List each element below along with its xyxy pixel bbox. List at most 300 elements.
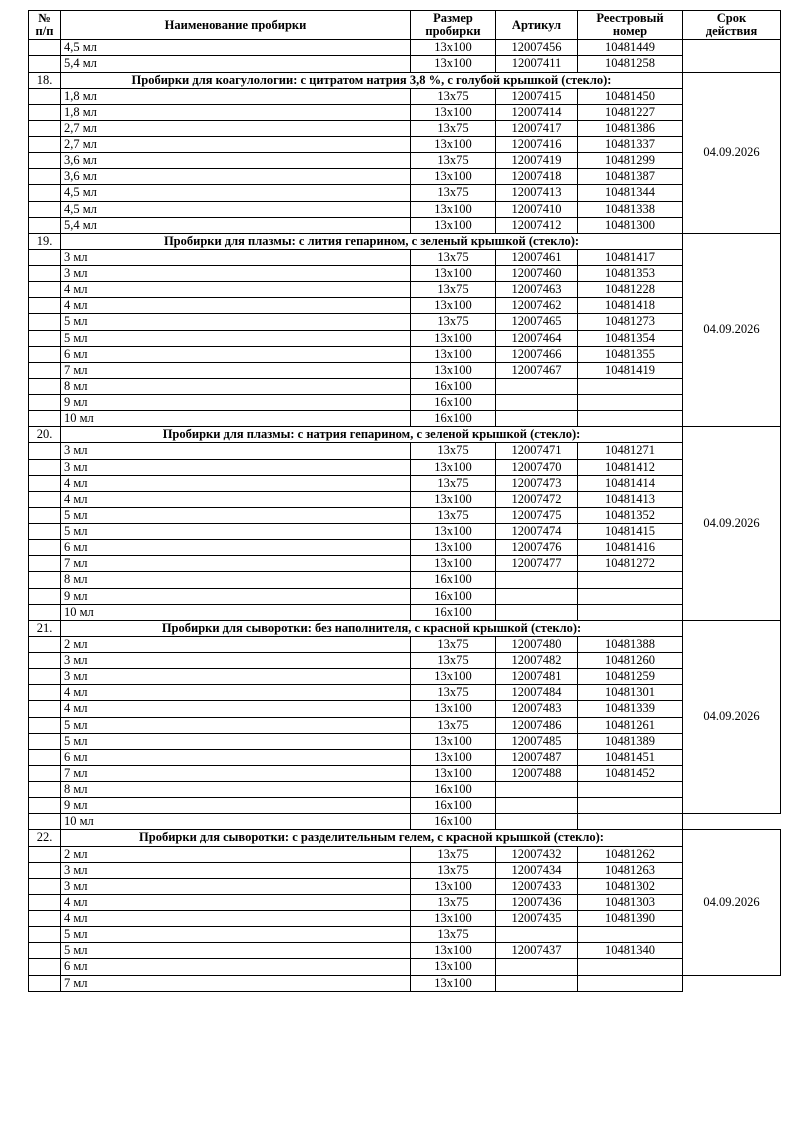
table-row <box>29 765 781 781</box>
row-reg-number: 10481263 <box>578 862 683 878</box>
group-title: Пробирки для сыворотки: без наполнителя, с красной крышкой (стекло): <box>61 620 683 636</box>
row-size: 16х100 <box>411 411 496 427</box>
table-row <box>29 153 781 169</box>
table-row <box>29 733 781 749</box>
row-reg-number: 10481387 <box>578 169 683 185</box>
row-name: 6 мл <box>61 346 411 362</box>
row-reg-number: 10481389 <box>578 733 683 749</box>
row-article: 12007474 <box>496 524 578 540</box>
table-row <box>29 911 781 927</box>
row-reg-number: 10481273 <box>578 314 683 330</box>
table-row <box>29 975 781 991</box>
row-number <box>29 943 61 959</box>
row-size: 13х100 <box>411 669 496 685</box>
row-number <box>29 653 61 669</box>
row-reg-number <box>578 588 683 604</box>
row-article: 12007467 <box>496 362 578 378</box>
row-number <box>29 814 61 830</box>
row-size: 13х100 <box>411 362 496 378</box>
row-size: 13х100 <box>411 765 496 781</box>
table-header <box>29 11 781 40</box>
row-number <box>29 201 61 217</box>
table-row <box>29 56 781 72</box>
term-cell: 04.09.2026 <box>683 72 781 233</box>
table-row <box>29 395 781 411</box>
table-row <box>29 507 781 523</box>
table-body <box>29 40 781 991</box>
group-number: 21. <box>29 620 61 636</box>
row-article <box>496 927 578 943</box>
row-size: 13х100 <box>411 40 496 56</box>
table-row <box>29 540 781 556</box>
row-number <box>29 572 61 588</box>
row-reg-number: 10481301 <box>578 685 683 701</box>
term-cell <box>683 40 781 72</box>
row-article: 12007466 <box>496 346 578 362</box>
row-number <box>29 733 61 749</box>
table-row <box>29 378 781 394</box>
row-article: 12007477 <box>496 556 578 572</box>
row-number <box>29 604 61 620</box>
row-number <box>29 685 61 701</box>
header-reg-number: Реестровый номер <box>578 11 683 40</box>
row-reg-number: 10481419 <box>578 362 683 378</box>
row-article: 12007434 <box>496 862 578 878</box>
group-row <box>29 830 781 846</box>
row-size: 13х75 <box>411 249 496 265</box>
row-reg-number: 10481337 <box>578 137 683 153</box>
row-name: 2 мл <box>61 636 411 652</box>
row-size: 13х100 <box>411 733 496 749</box>
row-reg-number: 10481259 <box>578 669 683 685</box>
row-article: 12007410 <box>496 201 578 217</box>
row-size: 16х100 <box>411 378 496 394</box>
row-article: 12007413 <box>496 185 578 201</box>
table-row <box>29 814 781 830</box>
row-number <box>29 846 61 862</box>
row-name: 2 мл <box>61 846 411 862</box>
row-name: 2,7 мл <box>61 137 411 153</box>
table-row <box>29 653 781 669</box>
row-reg-number: 10481228 <box>578 282 683 298</box>
row-number <box>29 185 61 201</box>
row-size: 13х75 <box>411 717 496 733</box>
row-reg-number <box>578 814 683 830</box>
row-article: 12007460 <box>496 266 578 282</box>
row-size: 13х75 <box>411 153 496 169</box>
row-name: 5 мл <box>61 330 411 346</box>
row-reg-number: 10481355 <box>578 346 683 362</box>
row-name: 9 мл <box>61 395 411 411</box>
row-number <box>29 475 61 491</box>
row-number <box>29 862 61 878</box>
row-number <box>29 266 61 282</box>
table-row <box>29 217 781 233</box>
row-size: 16х100 <box>411 782 496 798</box>
table-row <box>29 40 781 56</box>
row-article <box>496 378 578 394</box>
term-cell: 04.09.2026 <box>683 620 781 814</box>
row-article: 12007475 <box>496 507 578 523</box>
header-row <box>29 11 781 40</box>
row-size: 13х100 <box>411 701 496 717</box>
row-name: 5 мл <box>61 927 411 943</box>
row-size: 13х100 <box>411 330 496 346</box>
row-reg-number: 10481303 <box>578 894 683 910</box>
row-article: 12007416 <box>496 137 578 153</box>
row-size: 13х100 <box>411 749 496 765</box>
row-size: 16х100 <box>411 814 496 830</box>
row-size: 13х75 <box>411 88 496 104</box>
row-size: 16х100 <box>411 798 496 814</box>
row-reg-number: 10481261 <box>578 717 683 733</box>
row-reg-number: 10481412 <box>578 459 683 475</box>
row-reg-number <box>578 927 683 943</box>
table-row <box>29 137 781 153</box>
row-reg-number: 10481258 <box>578 56 683 72</box>
row-article: 12007487 <box>496 749 578 765</box>
table-row <box>29 120 781 136</box>
table-row <box>29 701 781 717</box>
group-number: 19. <box>29 233 61 249</box>
row-name: 9 мл <box>61 798 411 814</box>
row-name: 5 мл <box>61 524 411 540</box>
row-number <box>29 362 61 378</box>
row-size: 13х100 <box>411 266 496 282</box>
row-number <box>29 298 61 314</box>
row-size: 13х75 <box>411 653 496 669</box>
row-article <box>496 975 578 991</box>
row-name: 10 мл <box>61 814 411 830</box>
row-reg-number: 10481339 <box>578 701 683 717</box>
group-title: Пробирки для сыворотки: с разделительным гелем, с красной крышкой (стекло): <box>61 830 683 846</box>
row-number <box>29 717 61 733</box>
row-reg-number: 10481354 <box>578 330 683 346</box>
row-name: 5 мл <box>61 717 411 733</box>
group-row <box>29 427 781 443</box>
row-name: 4 мл <box>61 282 411 298</box>
row-size: 13х100 <box>411 556 496 572</box>
row-number <box>29 378 61 394</box>
row-size: 13х100 <box>411 911 496 927</box>
row-reg-number: 10481451 <box>578 749 683 765</box>
row-reg-number: 10481417 <box>578 249 683 265</box>
row-name: 9 мл <box>61 588 411 604</box>
table-row <box>29 572 781 588</box>
row-name: 3 мл <box>61 653 411 669</box>
table-row <box>29 685 781 701</box>
term-cell: 04.09.2026 <box>683 233 781 427</box>
row-name: 4 мл <box>61 701 411 717</box>
row-size: 13х75 <box>411 846 496 862</box>
row-article: 12007433 <box>496 878 578 894</box>
table-row <box>29 862 781 878</box>
table-row <box>29 88 781 104</box>
row-name: 5 мл <box>61 733 411 749</box>
row-reg-number <box>578 378 683 394</box>
row-number <box>29 330 61 346</box>
header-term: Срок действия <box>683 11 781 40</box>
row-name: 7 мл <box>61 765 411 781</box>
row-article: 12007481 <box>496 669 578 685</box>
row-name: 10 мл <box>61 604 411 620</box>
row-name: 4 мл <box>61 894 411 910</box>
row-number <box>29 975 61 991</box>
row-name: 7 мл <box>61 362 411 378</box>
table-row <box>29 266 781 282</box>
row-article <box>496 604 578 620</box>
table-row <box>29 669 781 685</box>
row-article: 12007480 <box>496 636 578 652</box>
row-name: 3 мл <box>61 443 411 459</box>
row-name: 7 мл <box>61 556 411 572</box>
row-size: 16х100 <box>411 395 496 411</box>
row-article: 12007473 <box>496 475 578 491</box>
row-reg-number: 10481227 <box>578 104 683 120</box>
row-size: 13х75 <box>411 685 496 701</box>
group-title: Пробирки для коагулологии: с цитратом натрия 3,8 %, с голубой крышкой (стекло): <box>61 72 683 88</box>
row-reg-number: 10481344 <box>578 185 683 201</box>
row-size: 13х100 <box>411 104 496 120</box>
row-article: 12007456 <box>496 40 578 56</box>
row-number <box>29 524 61 540</box>
row-reg-number <box>578 572 683 588</box>
row-name: 4,5 мл <box>61 201 411 217</box>
row-number <box>29 137 61 153</box>
row-reg-number: 10481415 <box>578 524 683 540</box>
row-number <box>29 701 61 717</box>
row-article: 12007435 <box>496 911 578 927</box>
row-article: 12007418 <box>496 169 578 185</box>
group-title: Пробирки для плазмы: с натрия гепарином, с зеленой крышкой (стекло): <box>61 427 683 443</box>
row-size: 16х100 <box>411 572 496 588</box>
row-article: 12007419 <box>496 153 578 169</box>
row-reg-number: 10481353 <box>578 266 683 282</box>
header-name: Наименование пробирки <box>61 11 411 40</box>
group-number: 18. <box>29 72 61 88</box>
row-reg-number: 10481450 <box>578 88 683 104</box>
row-name: 1,8 мл <box>61 104 411 120</box>
row-article: 12007411 <box>496 56 578 72</box>
table-row <box>29 959 781 975</box>
table-row <box>29 846 781 862</box>
row-name: 5 мл <box>61 943 411 959</box>
row-reg-number: 10481414 <box>578 475 683 491</box>
row-number <box>29 927 61 943</box>
row-size: 13х100 <box>411 56 496 72</box>
row-article: 12007471 <box>496 443 578 459</box>
row-reg-number: 10481452 <box>578 765 683 781</box>
row-article: 12007485 <box>496 733 578 749</box>
row-number <box>29 782 61 798</box>
row-number <box>29 56 61 72</box>
row-reg-number: 10481418 <box>578 298 683 314</box>
table-row <box>29 782 781 798</box>
row-article: 12007417 <box>496 120 578 136</box>
row-article: 12007463 <box>496 282 578 298</box>
row-reg-number: 10481302 <box>578 878 683 894</box>
row-number <box>29 120 61 136</box>
row-article: 12007486 <box>496 717 578 733</box>
row-number <box>29 588 61 604</box>
row-name: 8 мл <box>61 378 411 394</box>
row-size: 13х100 <box>411 137 496 153</box>
row-name: 3 мл <box>61 266 411 282</box>
row-number <box>29 636 61 652</box>
row-reg-number: 10481271 <box>578 443 683 459</box>
row-article <box>496 798 578 814</box>
row-reg-number: 10481340 <box>578 943 683 959</box>
row-name: 4 мл <box>61 491 411 507</box>
row-size: 13х75 <box>411 282 496 298</box>
row-reg-number <box>578 395 683 411</box>
table-row <box>29 717 781 733</box>
row-size: 13х75 <box>411 443 496 459</box>
row-article <box>496 572 578 588</box>
row-number <box>29 153 61 169</box>
row-number <box>29 249 61 265</box>
row-reg-number: 10481300 <box>578 217 683 233</box>
row-number <box>29 346 61 362</box>
row-name: 4,5 мл <box>61 185 411 201</box>
table-row <box>29 894 781 910</box>
row-article: 12007488 <box>496 765 578 781</box>
row-number <box>29 443 61 459</box>
table-row <box>29 943 781 959</box>
row-size: 13х100 <box>411 943 496 959</box>
row-name: 8 мл <box>61 572 411 588</box>
table-row <box>29 185 781 201</box>
table-row <box>29 298 781 314</box>
row-name: 2,7 мл <box>61 120 411 136</box>
row-reg-number: 10481338 <box>578 201 683 217</box>
row-number <box>29 669 61 685</box>
row-article: 12007437 <box>496 943 578 959</box>
row-article <box>496 395 578 411</box>
row-name: 3 мл <box>61 249 411 265</box>
row-reg-number <box>578 604 683 620</box>
group-row <box>29 233 781 249</box>
row-name: 5 мл <box>61 507 411 523</box>
table-row <box>29 604 781 620</box>
row-name: 4 мл <box>61 685 411 701</box>
row-name: 3 мл <box>61 669 411 685</box>
row-number <box>29 104 61 120</box>
row-name: 3 мл <box>61 862 411 878</box>
table-row <box>29 443 781 459</box>
row-article: 12007465 <box>496 314 578 330</box>
row-name: 3 мл <box>61 459 411 475</box>
row-reg-number <box>578 959 683 975</box>
row-article: 12007432 <box>496 846 578 862</box>
row-article: 12007482 <box>496 653 578 669</box>
row-size: 13х100 <box>411 959 496 975</box>
row-article: 12007483 <box>496 701 578 717</box>
table-row <box>29 798 781 814</box>
table-row <box>29 524 781 540</box>
row-name: 5,4 мл <box>61 56 411 72</box>
row-article: 12007461 <box>496 249 578 265</box>
table-row <box>29 330 781 346</box>
row-size: 13х75 <box>411 894 496 910</box>
row-name: 3,6 мл <box>61 153 411 169</box>
row-reg-number: 10481260 <box>578 653 683 669</box>
header-size: Размер пробирки <box>411 11 496 40</box>
row-reg-number: 10481449 <box>578 40 683 56</box>
table-row <box>29 346 781 362</box>
header-number: № п/п <box>29 11 61 40</box>
row-reg-number: 10481386 <box>578 120 683 136</box>
row-number <box>29 314 61 330</box>
row-reg-number: 10481388 <box>578 636 683 652</box>
row-name: 3 мл <box>61 878 411 894</box>
row-size: 13х75 <box>411 636 496 652</box>
row-number <box>29 411 61 427</box>
row-number <box>29 88 61 104</box>
row-article <box>496 782 578 798</box>
row-size: 13х75 <box>411 475 496 491</box>
row-name: 5 мл <box>61 314 411 330</box>
row-size: 13х100 <box>411 540 496 556</box>
row-name: 4 мл <box>61 298 411 314</box>
row-size: 13х75 <box>411 862 496 878</box>
row-number <box>29 459 61 475</box>
row-reg-number <box>578 975 683 991</box>
table-row <box>29 475 781 491</box>
row-reg-number: 10481416 <box>578 540 683 556</box>
table-row <box>29 169 781 185</box>
row-number <box>29 556 61 572</box>
row-size: 13х100 <box>411 878 496 894</box>
row-size: 13х100 <box>411 346 496 362</box>
row-size: 13х100 <box>411 201 496 217</box>
row-size: 13х100 <box>411 169 496 185</box>
row-size: 13х100 <box>411 491 496 507</box>
row-number <box>29 798 61 814</box>
group-title: Пробирки для плазмы: с лития гепарином, с зеленый крышкой (стекло): <box>61 233 683 249</box>
row-article <box>496 411 578 427</box>
row-name: 5,4 мл <box>61 217 411 233</box>
row-number <box>29 491 61 507</box>
row-size: 13х75 <box>411 507 496 523</box>
group-row <box>29 620 781 636</box>
row-size: 13х100 <box>411 217 496 233</box>
row-name: 4 мл <box>61 475 411 491</box>
term-cell: 04.09.2026 <box>683 427 781 621</box>
row-size: 13х75 <box>411 314 496 330</box>
row-name: 7 мл <box>61 975 411 991</box>
group-number: 22. <box>29 830 61 846</box>
table-row <box>29 927 781 943</box>
row-name: 6 мл <box>61 749 411 765</box>
row-reg-number <box>578 411 683 427</box>
row-name: 4,5 мл <box>61 40 411 56</box>
table-row <box>29 556 781 572</box>
row-name: 6 мл <box>61 540 411 556</box>
row-article: 12007484 <box>496 685 578 701</box>
row-reg-number: 10481299 <box>578 153 683 169</box>
term-cell: 04.09.2026 <box>683 830 781 975</box>
row-number <box>29 540 61 556</box>
table-row <box>29 636 781 652</box>
row-number <box>29 749 61 765</box>
row-number <box>29 217 61 233</box>
row-size: 13х100 <box>411 975 496 991</box>
row-article: 12007414 <box>496 104 578 120</box>
table-row <box>29 249 781 265</box>
row-name: 10 мл <box>61 411 411 427</box>
row-size: 13х75 <box>411 927 496 943</box>
